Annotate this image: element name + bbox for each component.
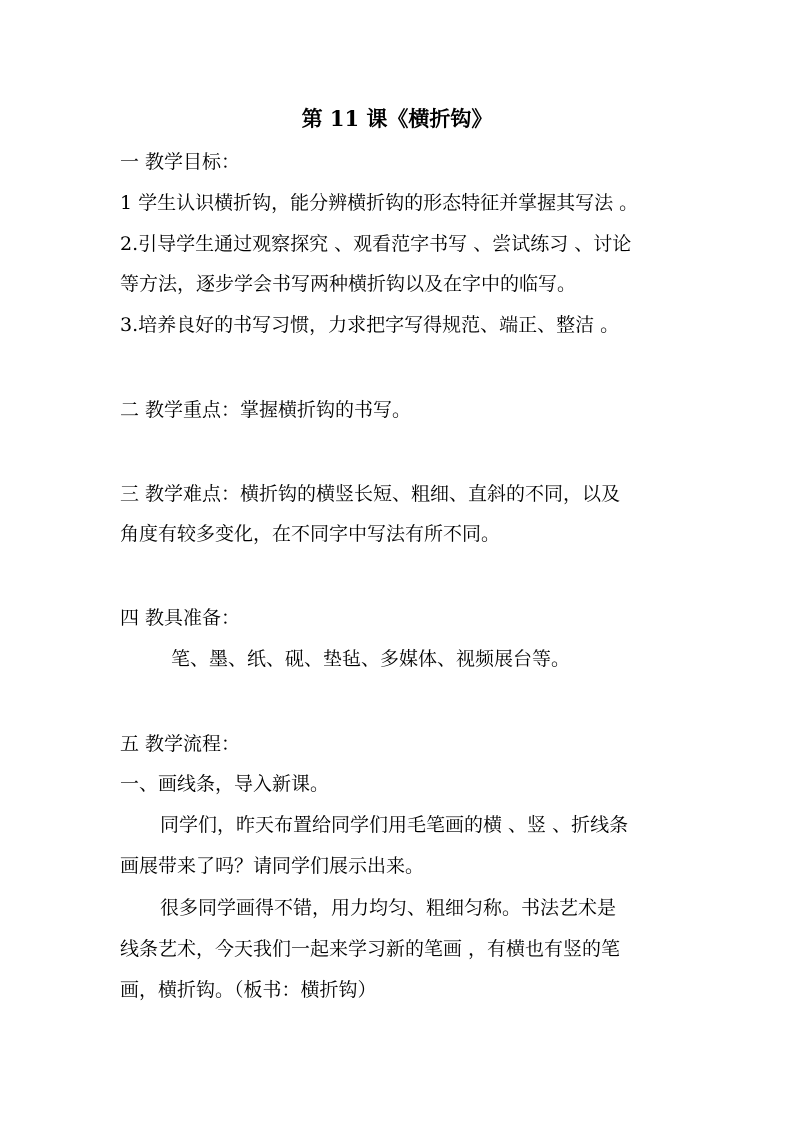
section-tools-heading: 四 教具准备： xyxy=(120,607,241,629)
process-para-1-line-2: 画展带来了吗？请同学们展示出来。 xyxy=(120,855,425,877)
process-para-1-line-1: 同学们，昨天布置给同学们用毛笔画的横 、竖 、折线条 xyxy=(160,814,629,836)
process-para-2-line-3: 画，横折钩。（板书：横折钩） xyxy=(120,979,377,1001)
objective-item-1: 1 学生认识横折钩，能分辨横折钩的形态特征并掌握其写法 。 xyxy=(120,192,639,214)
process-step-1: 一、画线条，导入新课。 xyxy=(120,773,330,795)
objective-item-2-line-2: 等方法，逐步学会书写两种横折钩以及在字中的临写。 xyxy=(120,273,577,295)
section-process-heading: 五 教学流程： xyxy=(120,733,241,755)
section-difficulty-line-1: 三 教学难点：横折钩的横竖长短、粗细、直斜的不同，以及 xyxy=(120,483,621,505)
objective-item-3: 3.培养良好的书写习惯，力求把字写得规范、端正、整洁 。 xyxy=(120,314,620,336)
process-para-2-line-2: 线条艺术，今天我们一起来学习新的笔画 ，有横也有竖的笔 xyxy=(120,938,621,960)
objective-item-2-line-1: 2.引导学生通过观察探究 、观看范字书写 、尝试练习 、讨论 xyxy=(120,233,632,255)
page-title: 第 11 课《横折钩》 xyxy=(301,106,493,131)
section-difficulty-line-2: 角度有较多变化，在不同字中写法有所不同。 xyxy=(120,523,501,545)
process-para-2-line-1: 很多同学画得不错，用力均匀、粗细匀称。书法艺术是 xyxy=(160,897,617,919)
section-tools-items: 笔、墨、纸、砚、垫毡、多媒体、视频展台等。 xyxy=(171,648,571,670)
section-key-point: 二 教学重点：掌握横折钩的书写。 xyxy=(120,399,412,421)
section-objectives-heading: 一 教学目标： xyxy=(120,151,241,173)
